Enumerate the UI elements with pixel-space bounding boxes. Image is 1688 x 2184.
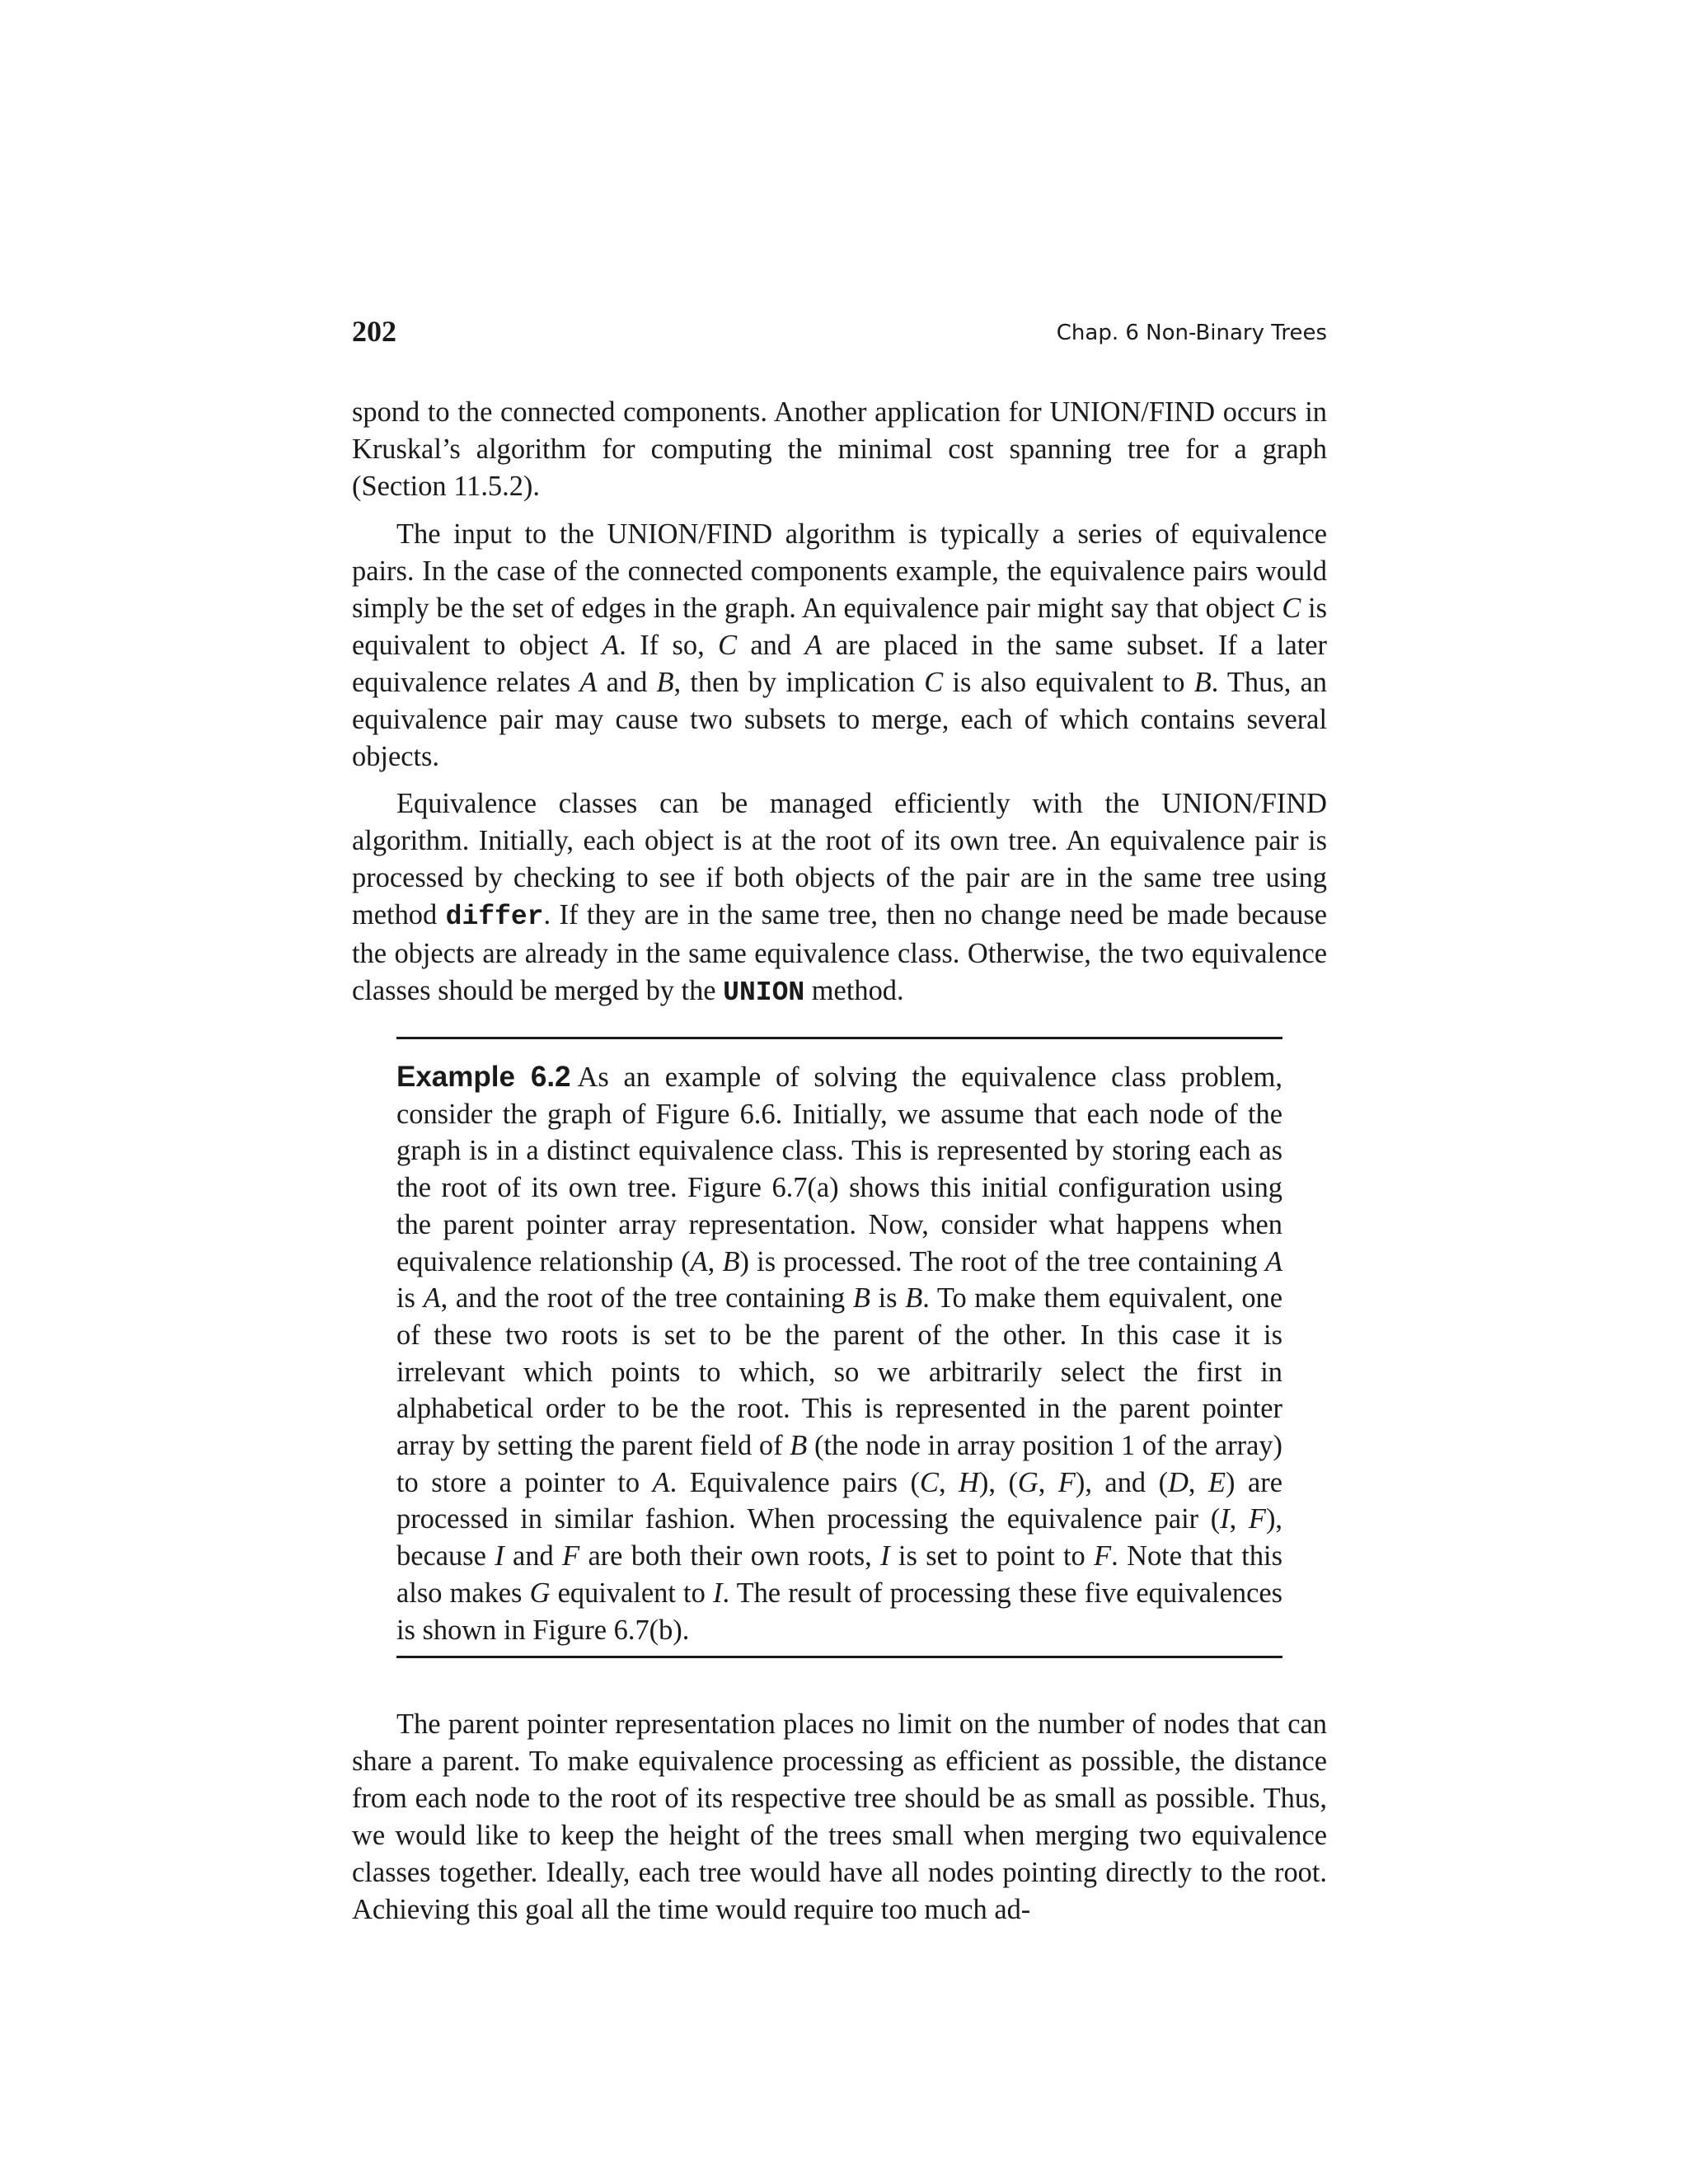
text-run: Equivalence classes can be managed efficiently with the UNION/FIND algorithm. Initially, each object is at the root of its own tree. An equivalence pair is processed by checking to see if both objects of the pair are in the same tree using method [352, 788, 1327, 930]
text-run: is [396, 1282, 424, 1315]
math-variable: I [880, 1540, 890, 1572]
text-run: The parent pointer representation places no limit on the number of nodes that can share a parent. To make equivalence processing as efficient as possible, the distance from each node to the root of its respective tree should be as small as possible. Thus, we would like to keep the height of the trees small when merging two equivalence classes together. Ideally, each tree would have all nodes pointing directly to the root. Achieving this goal all the time would require too much ad- [352, 1708, 1327, 1925]
text-run: ), and ( [1075, 1466, 1169, 1498]
math-variable: A [423, 1282, 441, 1315]
text-run: is equivalent to object [352, 593, 1327, 661]
paragraph-union-find-method [352, 785, 1327, 1011]
example-box [396, 1037, 1282, 1658]
math-variable: C [924, 667, 944, 698]
text-run: (the node in array position 1 of the array) to store a pointer to [396, 1430, 1283, 1498]
math-variable: B [790, 1430, 808, 1462]
example-body [396, 1062, 1282, 1646]
math-variable: D [1168, 1466, 1189, 1498]
text-run: . If they are in the same tree, then no change need be made because the objects are already in the same equivalence class. Otherwise, the two equivalence classes should be merged by the [352, 899, 1327, 1006]
running-head: Chap. 6 Non-Binary Trees [1056, 321, 1327, 345]
math-variable: E [1208, 1466, 1226, 1498]
text-run: method. [804, 975, 904, 1006]
text-run: , [1229, 1503, 1249, 1535]
text-run: . The result of processing these five equivalences is shown in Figure 6.7(b). [396, 1577, 1282, 1646]
text-run: and [737, 630, 805, 661]
text-run: . Equivalence pairs ( [669, 1466, 920, 1498]
math-variable: H [959, 1466, 979, 1498]
math-variable: G [529, 1577, 551, 1609]
math-variable: F [1057, 1466, 1076, 1498]
math-variable: B [722, 1245, 740, 1277]
text-run: ), because [396, 1503, 1282, 1572]
math-variable: A [579, 667, 598, 698]
text-run: , and the root of the tree containing [440, 1282, 853, 1315]
text-run: . Thus, an equivalence pair may cause two subsets to merge, each of which contains several objects. [352, 667, 1327, 772]
math-variable: A [1264, 1245, 1282, 1277]
math-variable: F [1248, 1503, 1266, 1535]
text-run: , then by implication [673, 667, 925, 698]
text-run: . Note that this also makes [396, 1540, 1282, 1609]
text-run: , [1188, 1466, 1209, 1498]
text-run: , [707, 1245, 723, 1277]
text-run: ) is processed. The root of the tree containing [739, 1245, 1265, 1277]
math-variable: F [562, 1540, 580, 1572]
example-label: Example 6.2 [396, 1061, 571, 1093]
text-run: and [597, 667, 657, 698]
paragraph-parent-pointer [352, 1706, 1327, 1929]
text-run: is [870, 1282, 906, 1315]
text-run: equivalent to [550, 1577, 713, 1609]
text-run: , [938, 1466, 959, 1498]
text-run: ), ( [978, 1466, 1018, 1498]
math-variable: B [656, 667, 674, 698]
paragraph-equivalence-pairs [352, 516, 1327, 776]
math-variable: I [712, 1577, 723, 1609]
paragraph-continuation [352, 394, 1327, 505]
text-run: is also equivalent to [943, 667, 1194, 698]
text-run: is set to point to [889, 1540, 1095, 1572]
text-run: The input to the UNION/FIND algorithm is typically a series of equivalence pairs. In the case of the connected components example, the equivalence pairs would simply be the set of edges in the graph. An equivalence pair might say that object [352, 518, 1327, 624]
math-variable: A [804, 630, 823, 661]
math-variable: B [905, 1282, 923, 1315]
math-variable: B [852, 1282, 870, 1315]
example-bottom-rule [396, 1656, 1282, 1658]
page-number: 202 [352, 315, 396, 348]
math-variable: C [919, 1466, 939, 1498]
text-run: are both their own roots, [579, 1540, 881, 1572]
math-variable: F [1094, 1540, 1112, 1572]
text-run: are placed in the same subset. If a later equivalence relates [352, 630, 1328, 698]
math-variable: A [690, 1245, 708, 1277]
example-text [396, 1059, 1282, 1648]
text-run: . If so, [619, 630, 719, 661]
text-run: , [1038, 1466, 1058, 1498]
text-run: spond to the connected components. Another application for UNION/FIND occurs in Kruskal’s algorithm for computing the minimal cost spanning tree for a graph (Section 11.5.2). [352, 396, 1327, 502]
text-run: As an example of solving the equivalence class problem, consider the graph of Figure 6.6. Initially, we assume that each node of the graph is in a distinct equivalence class. This is represented by storing each as the root of its own tree. Figure 6.7(a) shows this initial configuration using the parent pointer array representation. Now, consider what happens when equivalence relationship ( [396, 1062, 1283, 1277]
code-identifier: UNION [723, 977, 805, 1008]
example-top-rule [396, 1037, 1282, 1039]
text-run: ) are processed in similar fashion. When processing the equivalence pair ( [396, 1466, 1282, 1535]
math-variable: G [1017, 1466, 1039, 1498]
text-run: . To make them equivalent, one of these two roots is set to be the parent of the other. In this case it is irrelevant which points to which, so we arbitrarily select the first in alphabetical order to be the root. This is represented in the parent pointer array by setting the parent field of [396, 1282, 1283, 1462]
code-identifier: differ [445, 902, 544, 932]
math-variable: C [718, 630, 738, 661]
math-variable: C [1282, 593, 1301, 624]
math-variable: A [652, 1466, 670, 1498]
math-variable: I [1220, 1503, 1230, 1535]
math-variable: I [495, 1540, 504, 1572]
math-variable: B [1193, 667, 1212, 698]
text-run: and [504, 1540, 563, 1572]
page-header [352, 313, 1327, 354]
math-variable: A [602, 630, 620, 661]
